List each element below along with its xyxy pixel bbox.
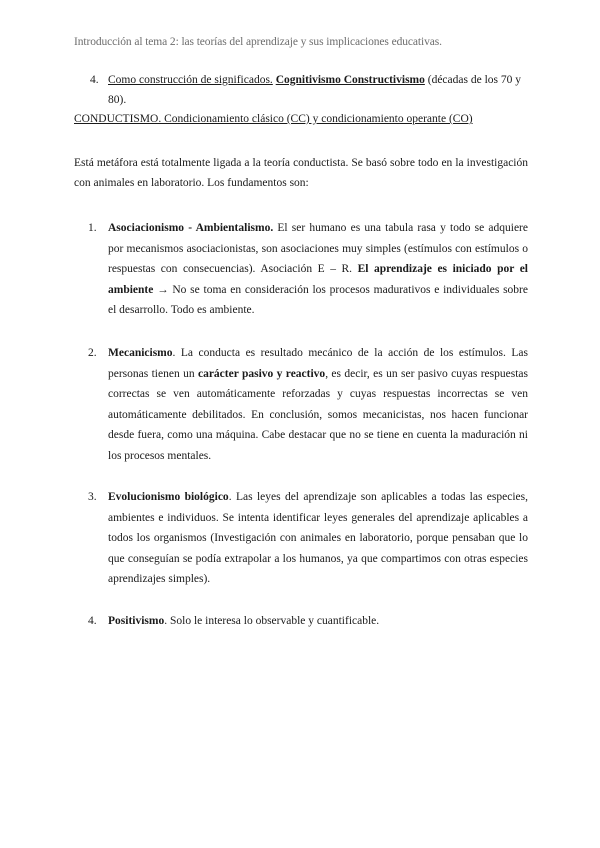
list-number: 4. [90, 74, 99, 86]
body-text: . Solo le interesa lo observable y cuantificable. [164, 615, 380, 627]
list-number: 4. [88, 615, 97, 627]
list-item-text [108, 487, 528, 590]
list-number: 1. [88, 222, 97, 234]
list-item [88, 611, 528, 632]
intro-paragraph: Está metáfora está totalmente ligada a la teoría conductista. Se basó sobre todo en la investigación con animales en laboratorio. Los fundamentos son: [74, 157, 528, 189]
list-item-continuation [90, 70, 530, 110]
body-text: El ser humano es una tabula rasa y todo se adquiere por mecanismos asociacionistas, son asociaciones muy simples (estímulos con estímulos o respuestas con consecuencias). Asociación E – R. [108, 222, 528, 275]
body-text: (décadas de los 70 y 80). [108, 74, 521, 106]
section-heading: CONDUCTISMO. Condicionamiento clásico (CC) y condicionamiento operante (CO) [74, 113, 473, 125]
page-header: Introducción al tema 2: las teorías del aprendizaje y sus implicaciones educativas. [74, 36, 442, 48]
underlined-text: Como construcción de significados. [108, 74, 273, 86]
list-item-text [108, 611, 528, 632]
body-text: → No se toma en consideración los procesos madurativos e individuales sobre el desarrollo. Todo es ambiente. [108, 283, 528, 316]
list-item-text [108, 343, 528, 466]
list-item-text [108, 70, 530, 110]
list-item [88, 487, 528, 590]
bold-term: El aprendizaje es iniciado por el ambiente [108, 263, 528, 296]
bold-term: Asociacionismo - Ambientalismo. [108, 222, 274, 234]
body-text: . Las leyes del aprendizaje son aplicables a todas las especies, ambientes e individuos. Se intenta identificar leyes generales del aprendizaje aplicables a todos los organismos (Investigación con animales en laboratorio, porque pensaban que lo que conseguían se podía extrapolar a los humanos, ya que compartimos con otras especies aprendizajes simples). [108, 491, 528, 585]
list-item [88, 343, 528, 466]
bold-term: carácter pasivo y reactivo [197, 367, 326, 380]
bold-term: Evolucionismo biológico [108, 491, 229, 503]
body-text: , es decir, es un ser pasivo cuyas respuestas correctas se ven automáticamente reforzadas y cuyas respuestas incorrectas se ven automáticamente debilitados. En conclusión, somos mecanicistas, nos hacen funcionar desde fuera, como una máquina. Cabe destacar que no se tiene en cuenta la maduración ni los procesos mentales. [108, 367, 528, 462]
list-number: 3. [88, 491, 97, 503]
list-item [88, 218, 528, 321]
bold-term: Mecanicismo [108, 347, 173, 359]
list-number: 2. [88, 347, 97, 359]
body-text: . La conducta es resultado mecánico de la acción de los estímulos. Las personas tienen un [108, 347, 528, 380]
bold-term: Cognitivismo Constructivismo [275, 74, 425, 86]
bold-term: Positivismo [108, 615, 165, 627]
list-item-text [108, 218, 528, 321]
